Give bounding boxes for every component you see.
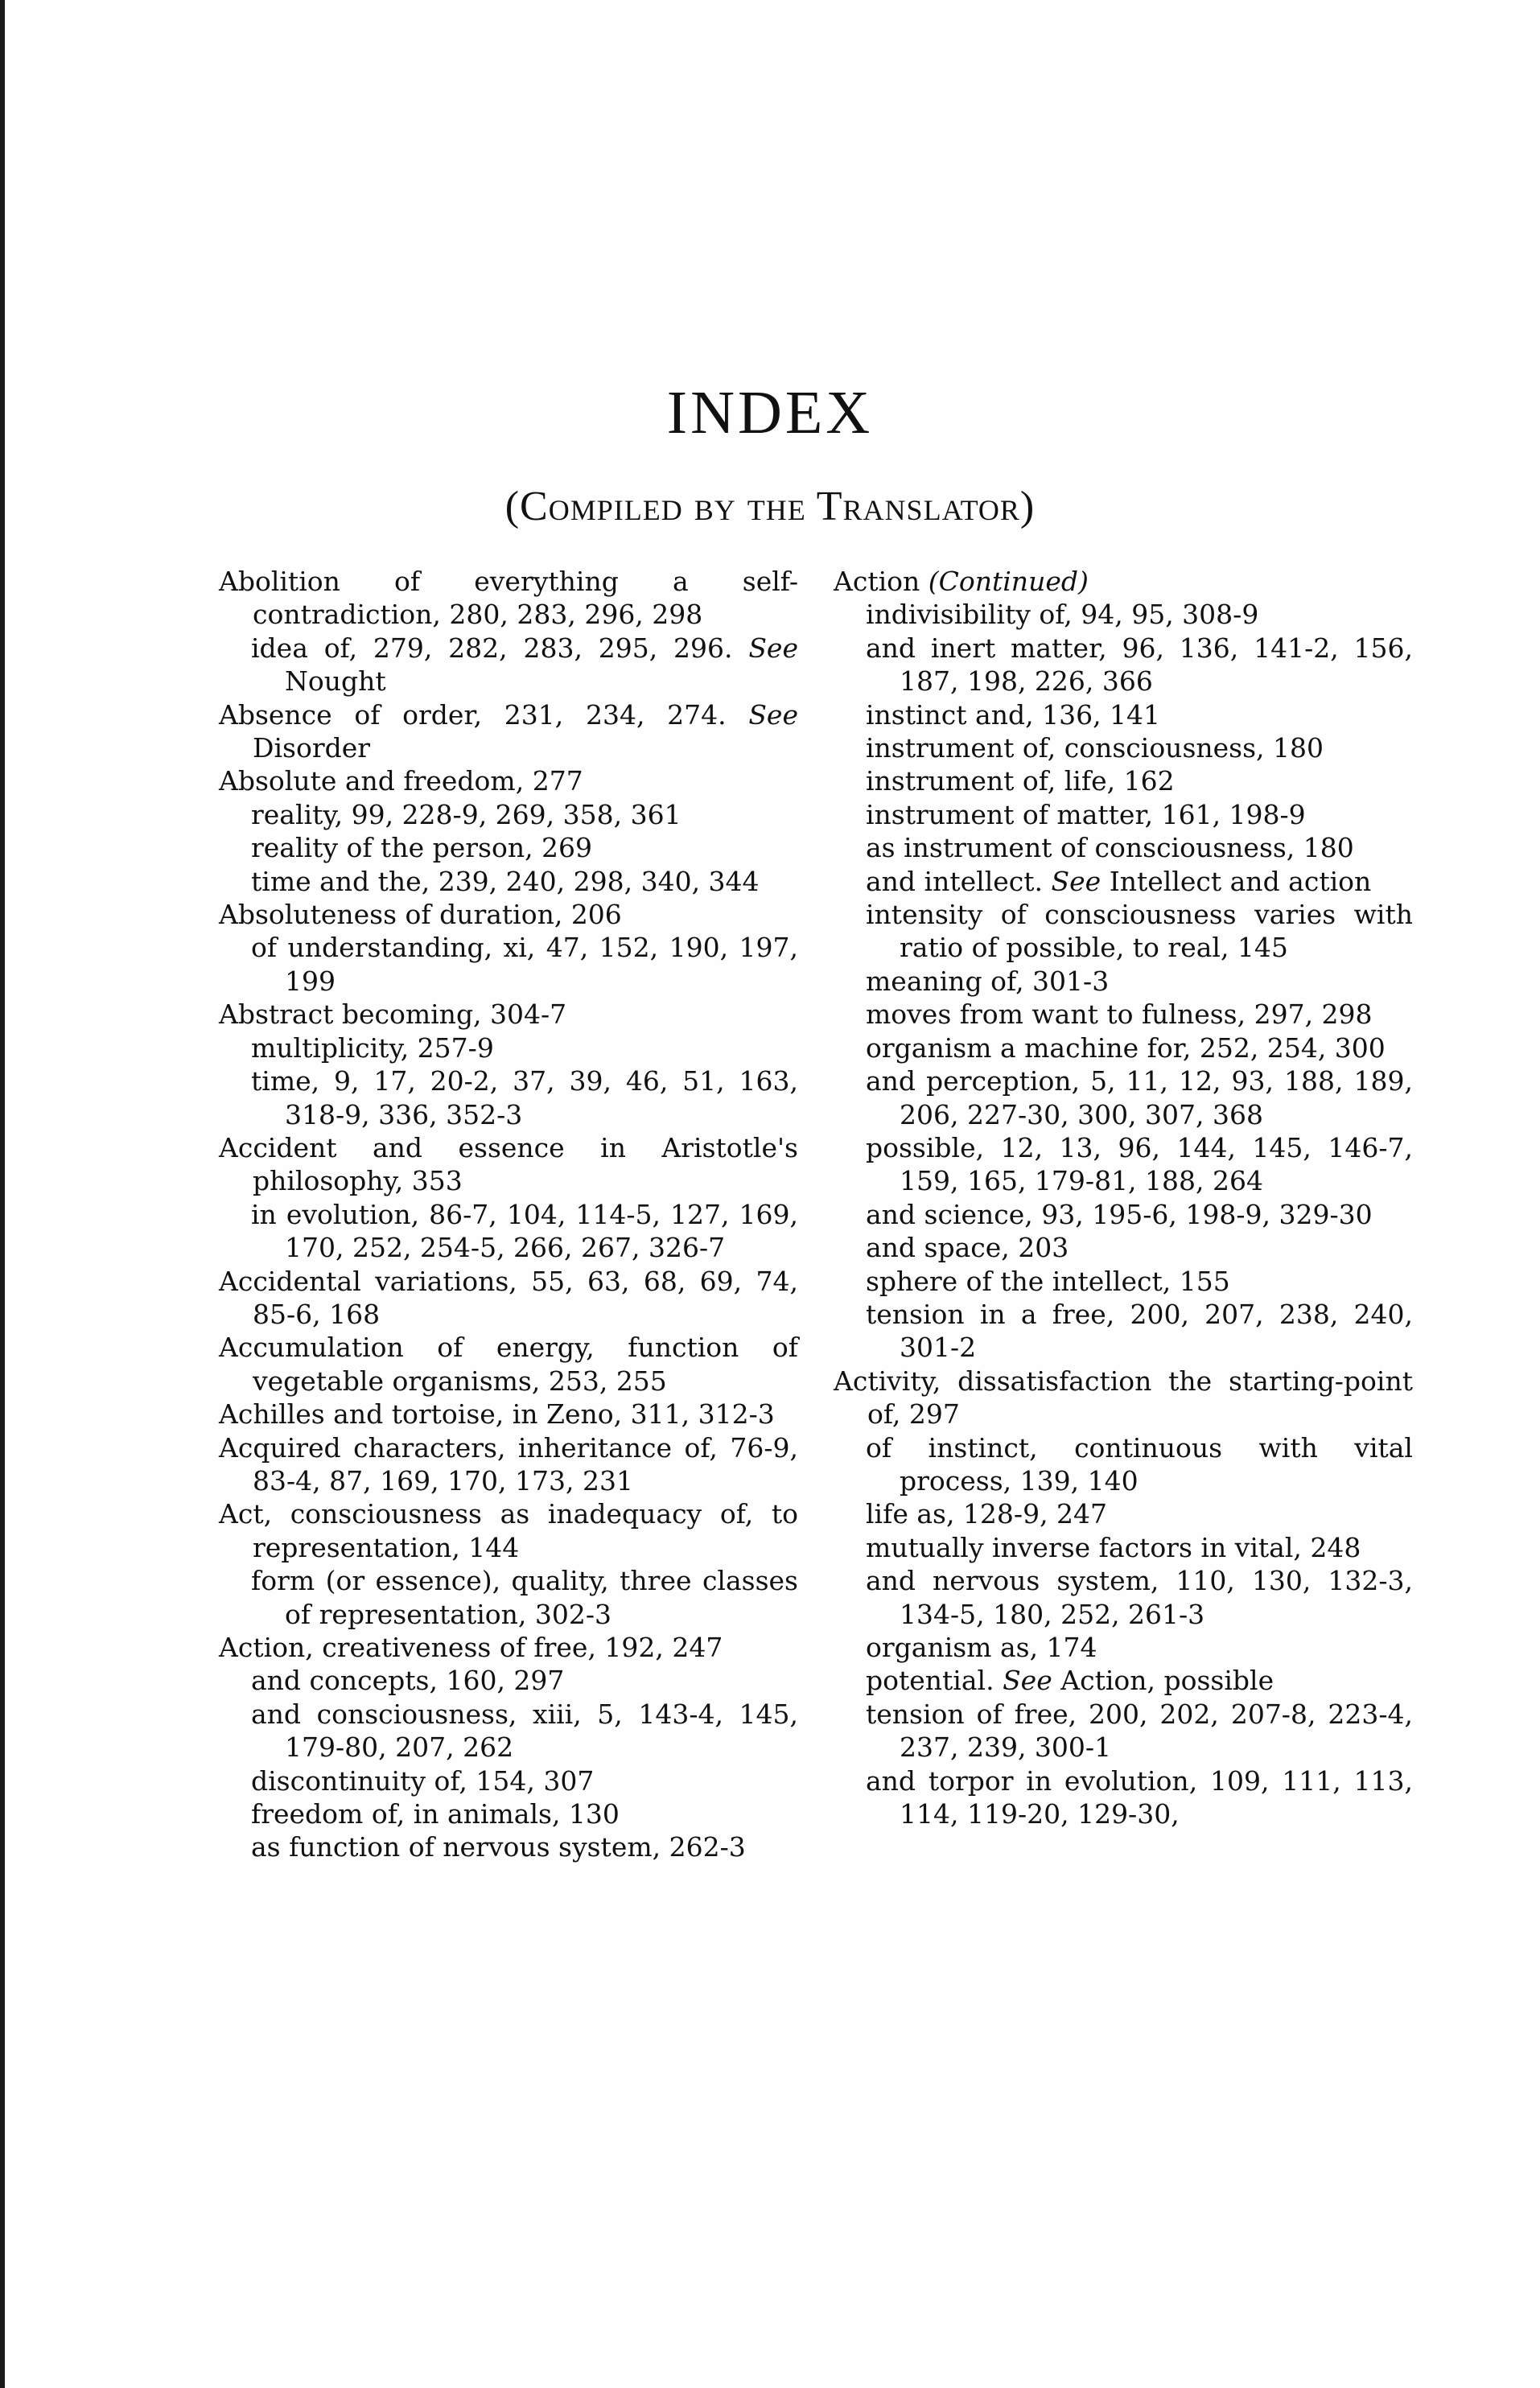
index-subentry: of instinct, continuous with vital process, 139, 140 bbox=[866, 1431, 1413, 1497]
index-subentry: time, 9, 17, 20-2, 37, 39, 46, 51, 163, 318-9, 336, 352-3 bbox=[251, 1065, 798, 1130]
page-title: INDEX bbox=[666, 379, 874, 447]
index-subentry: and consciousness, xiii, 5, 143-4, 145, 179-80, 207, 262 bbox=[251, 1698, 798, 1764]
index-subentry: sphere of the intellect, 155 bbox=[866, 1265, 1230, 1297]
index-subentry: reality of the person, 269 bbox=[251, 832, 593, 864]
index-subentry: and torpor in evolution, 109, 111, 113, 114, 119-20, 129-30, bbox=[866, 1764, 1413, 1830]
index-entry: Accident and essence in Aristotle's philosophy, 353 bbox=[219, 1131, 798, 1197]
index-subentry: instrument of matter, 161, 198-9 bbox=[866, 798, 1306, 830]
index-subentry: tension in a free, 200, 207, 238, 240, 301-2 bbox=[866, 1298, 1413, 1364]
index-subentry: and nervous system, 110, 130, 132-3, 134-5, 180, 252, 261-3 bbox=[866, 1565, 1413, 1630]
index-subentry: indivisibility of, 94, 95, 308-9 bbox=[866, 599, 1259, 631]
index-entry: Abstract becoming, 304-7 bbox=[219, 998, 567, 1031]
index-entry: Accumulation of energy, function of vegetable organisms, 253, 255 bbox=[219, 1332, 798, 1397]
index-subentry: and space, 203 bbox=[866, 1232, 1069, 1264]
index-subentry: of understanding, xi, 47, 152, 190, 197, 199 bbox=[251, 932, 798, 997]
index-subentry: moves from want to fulness, 297, 298 bbox=[866, 998, 1373, 1031]
index-subentry: in evolution, 86-7, 104, 114-5, 127, 169, 170, 252, 254-5, 266, 267, 326-7 bbox=[251, 1198, 798, 1264]
index-subentry: and inert matter, 96, 136, 141-2, 156, 187, 198, 226, 366 bbox=[866, 632, 1413, 698]
index-column-left bbox=[219, 565, 798, 1864]
index-subentry: possible, 12, 13, 96, 144, 145, 146-7, 159, 165, 179-81, 188, 264 bbox=[866, 1131, 1413, 1197]
index-entry: Absolute and freedom, 277 bbox=[219, 765, 583, 797]
index-subentry: mutually inverse factors in vital, 248 bbox=[866, 1531, 1361, 1563]
index-subentry: form (or essence), quality, three classes of representation, 302-3 bbox=[251, 1565, 798, 1630]
index-subentry: and perception, 5, 11, 12, 93, 188, 189, 206, 227-30, 300, 307, 368 bbox=[866, 1065, 1413, 1130]
index-entry-continued: Action (Continued) bbox=[834, 566, 1089, 597]
index-subentry: discontinuity of, 154, 307 bbox=[251, 1764, 595, 1797]
index-subentry: as function of nervous system, 262-3 bbox=[251, 1831, 746, 1863]
index-entry: Accidental variations, 55, 63, 68, 69, 74, 85-6, 168 bbox=[219, 1265, 798, 1330]
index-subentry: and concepts, 160, 297 bbox=[251, 1665, 565, 1697]
index-subentry: and science, 93, 195-6, 198-9, 329-30 bbox=[866, 1198, 1373, 1230]
index-subentry: organism as, 174 bbox=[866, 1632, 1097, 1663]
index-column-right bbox=[834, 565, 1413, 1830]
index-entry: Act, consciousness as inadequacy of, to representation, 144 bbox=[219, 1498, 798, 1563]
index-subentry: organism a machine for, 252, 254, 300 bbox=[866, 1031, 1386, 1064]
index-entry: Abolition of everything a self-contradiction, 280, 283, 296, 298 bbox=[219, 566, 798, 631]
index-entry: Activity, dissatisfaction the starting-point of, 297 bbox=[834, 1365, 1413, 1431]
index-subentry: meaning of, 301-3 bbox=[866, 965, 1110, 997]
index-subentry: reality, 99, 228-9, 269, 358, 361 bbox=[251, 798, 681, 830]
index-subentry: intensity of consciousness varies with ratio of possible, to real, 145 bbox=[866, 899, 1413, 964]
page-subtitle: (Compiled by the Translator) bbox=[504, 484, 1036, 529]
index-subentry: and intellect. See Intellect and action bbox=[866, 865, 1372, 897]
index-subentry: time and the, 239, 240, 298, 340, 344 bbox=[251, 865, 760, 897]
index-entry: Acquired characters, inheritance of, 76-9, 83-4, 87, 169, 170, 173, 231 bbox=[219, 1431, 798, 1497]
index-subentry: tension of free, 200, 202, 207-8, 223-4, 237, 239, 300-1 bbox=[866, 1698, 1413, 1764]
index-entry: Absence of order, 231, 234, 274. See Disorder bbox=[219, 698, 798, 764]
index-subentry: instinct and, 136, 141 bbox=[866, 698, 1161, 731]
index-subentry: multiplicity, 257-9 bbox=[251, 1031, 494, 1064]
index-subentry: idea of, 279, 282, 283, 295, 296. See Nought bbox=[251, 632, 798, 698]
page-edge-shadow bbox=[0, 0, 5, 2388]
index-entry: Action, creativeness of free, 192, 247 bbox=[219, 1632, 723, 1663]
index-subentry: as instrument of consciousness, 180 bbox=[866, 832, 1354, 864]
index-subentry: freedom of, in animals, 130 bbox=[251, 1798, 620, 1830]
index-subentry: instrument of, consciousness, 180 bbox=[866, 732, 1324, 764]
index-subentry: potential. See Action, possible bbox=[866, 1665, 1274, 1697]
index-subentry: life as, 128-9, 247 bbox=[866, 1498, 1108, 1530]
index-subentry: instrument of, life, 162 bbox=[866, 765, 1175, 797]
index-entry: Achilles and tortoise, in Zeno, 311, 312-3 bbox=[219, 1398, 775, 1431]
index-entry: Absoluteness of duration, 206 bbox=[219, 899, 622, 931]
